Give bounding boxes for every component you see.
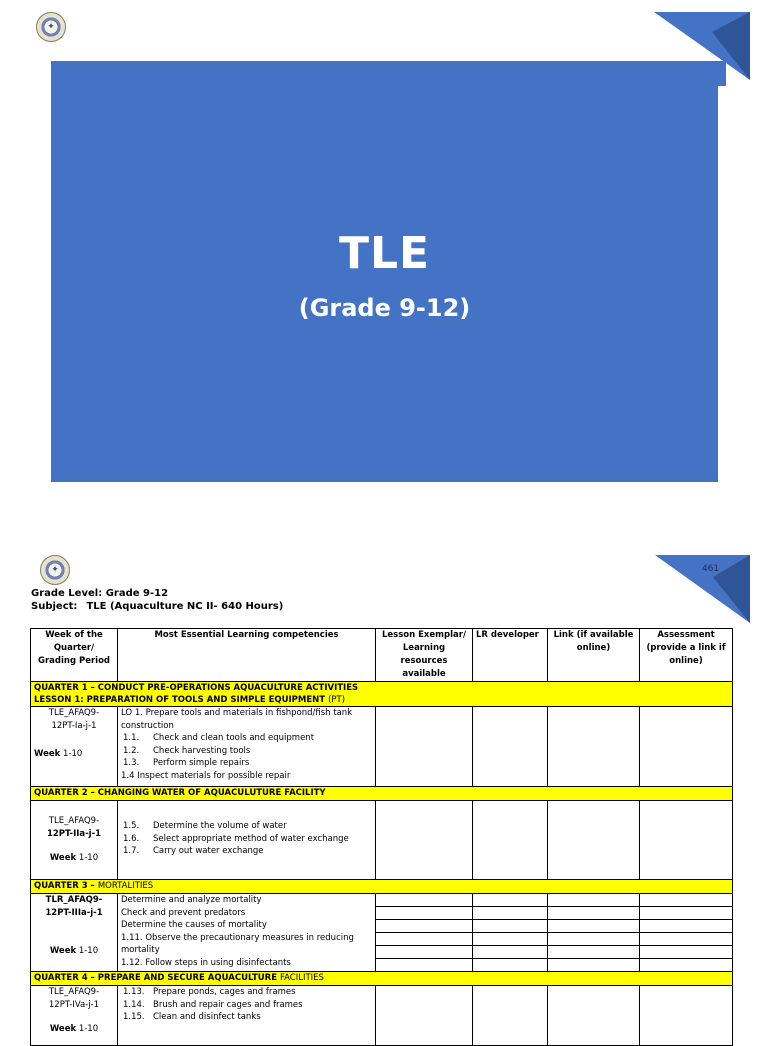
quarter-1-content-row [31,707,733,787]
quarter-1-week-label: Week [34,749,61,759]
quarter-4-title-cell [31,972,733,986]
quarter-4-week-label: Week [49,1024,77,1034]
table-header-row [31,629,733,682]
quarter-4-code-b: 12PT-IVa-j-1 [48,999,100,1010]
list-item: Check and prevent predators [121,907,246,918]
empty-cell-stack [640,894,733,972]
quarter-2-heading-row [31,787,733,801]
subject-line [31,601,283,612]
quarter-3-heading-row [31,880,733,894]
quarter-1-last-item: 1.4 Inspect materials for possible repair [121,770,291,781]
list-item: Determine the causes of mortality [121,920,267,930]
quarter-3-competencies [118,894,376,972]
empty-cell [640,986,733,1046]
header-link: Link (if available online) [548,629,640,682]
list-item: mortality [121,945,160,955]
quarter-4-code-a: TLE_AFAQ9- [48,987,100,997]
quarter-3-title-cell [31,880,733,894]
list-item: 1.11. Observe the precautionary measures in reducing [121,932,354,943]
empty-cell-stack [376,894,473,972]
quarter-1-code-a: TLE_AFAQ9- [48,708,100,718]
cover-banner-tab [651,61,726,86]
empty-cell [473,801,548,880]
quarter-4-competencies [118,986,376,1046]
list-item: 1.5. Determine the volume of water [123,821,287,831]
list-item: 1.14. Brush and repair cages and frames [123,999,303,1010]
quarter-3-title-b: MORTALITIES [97,881,154,891]
empty-cell [376,707,473,787]
list-item: 1.15. Clean and disinfect tanks [123,1012,261,1022]
empty-cell [548,707,640,787]
quarter-1-code-cell [31,707,118,787]
empty-cell-stack [473,894,548,972]
empty-cell [376,801,473,880]
subject-label: Subject: [31,601,78,612]
quarter-2-code-cell [31,801,118,880]
grade-level-value: Grade 9-12 [105,588,169,599]
empty-cell [473,707,548,787]
quarter-3-title-a: QUARTER 3 – [34,881,98,891]
cover-subtitle: (Grade 9-12) [298,294,471,322]
header-lr-developer: LR developer [473,629,548,682]
grade-level-label: Grade Level: [31,588,103,599]
list-item: 1.6. Select appropriate method of water exchange [123,833,349,844]
lesson-1-title-line [34,694,729,706]
quarter-4-code-cell [31,986,118,1046]
quarter-2-week [34,852,114,865]
grade-level-line [31,588,168,599]
header-assessment: Assessment (provide a link if online) [640,629,733,682]
quarter-4-week-value: 1-10 [78,1024,99,1034]
empty-cell [473,986,548,1046]
lesson-1-title: LESSON 1: PREPARATION OF TOOLS AND SIMPLE EQUIPMENT [34,695,326,705]
list-item: 1.1. Check and clean tools and equipment [123,733,315,743]
empty-cell-stack [548,894,640,972]
quarter-3-week-value: 1-10 [78,946,99,956]
quarter-4-title-a: QUARTER 4 – PREPARE AND SECURE AQUACULTURE [34,973,280,983]
quarter-1-code-b: 12PT-Ia-j-1 [51,720,97,731]
lesson-1-tag: (PT) [328,695,346,705]
quarter-2-code-b: 12PT-IIa-j-1 [46,828,102,839]
quarter-3-code-cell [31,894,118,972]
list-item: 1.12. Follow steps in using disinfectants [121,957,291,968]
melc-table [30,628,733,1046]
list-item: 1.7. Carry out water exchange [123,846,264,856]
quarter-1-competencies [118,707,376,787]
quarter-4-heading-row [31,972,733,986]
header-melc: Most Essential Learning competencies [118,629,376,682]
list-item: 1.2. Check harvesting tools [123,745,251,756]
quarter-4-content-row [31,986,733,1046]
quarter-1-lo-cont: construction [121,720,174,731]
quarter-1-week-value: 1-10 [62,749,83,759]
deped-seal-logo-page2: ✦ [40,555,70,585]
empty-cell [640,707,733,787]
quarter-2-content-row [31,801,733,880]
quarter-1-title: QUARTER 1 – CONDUCT PRE-OPERATIONS AQUACULTURE ACTIVITIES [34,683,359,693]
empty-cell [376,986,473,1046]
cover-title: TLE [338,228,431,279]
quarter-1-week [34,748,114,761]
quarter-2-code-a: TLE_AFAQ9- [48,816,100,826]
header-week: Week of the Quarter/ Grading Period [31,629,118,682]
quarter-3-content-row [31,894,733,972]
quarter-2-week-value: 1-10 [78,853,99,863]
quarter-2-title: QUARTER 2 – CHANGING WATER OF AQUACULUTURE FACILITY [31,787,733,801]
subject-value: TLE (Aquaculture NC II- 640 Hours) [86,601,284,612]
quarter-3-code-a: TLR_AFAQ9- [45,895,103,905]
list-item: 1.3. Perform simple repairs [123,758,250,768]
quarter-2-week-label: Week [49,853,77,863]
quarter-1-lo: LO 1. Prepare tools and materials in fishpond/fish tank [121,708,353,718]
quarter-3-week [34,945,114,958]
header-exemplar: Lesson Exemplar/ Learning resources available [376,629,473,682]
quarter-3-code-b: 12PT-IIIa-j-1 [45,907,103,918]
quarter-3-week-label: Week [49,946,77,956]
empty-cell [640,801,733,880]
quarter-1-heading-row [31,682,733,707]
quarter-4-title-b: FACILITIES [280,973,324,983]
quarter-4-week [34,1023,114,1036]
quarter-2-competencies [118,801,376,880]
page-number: 461 [702,564,720,574]
list-item: Determine and analyze mortality [121,895,262,905]
list-item: 1.13. Prepare ponds, cages and frames [123,987,296,997]
empty-cell [548,986,640,1046]
empty-cell [548,801,640,880]
deped-seal-logo: ✦ [36,12,66,42]
